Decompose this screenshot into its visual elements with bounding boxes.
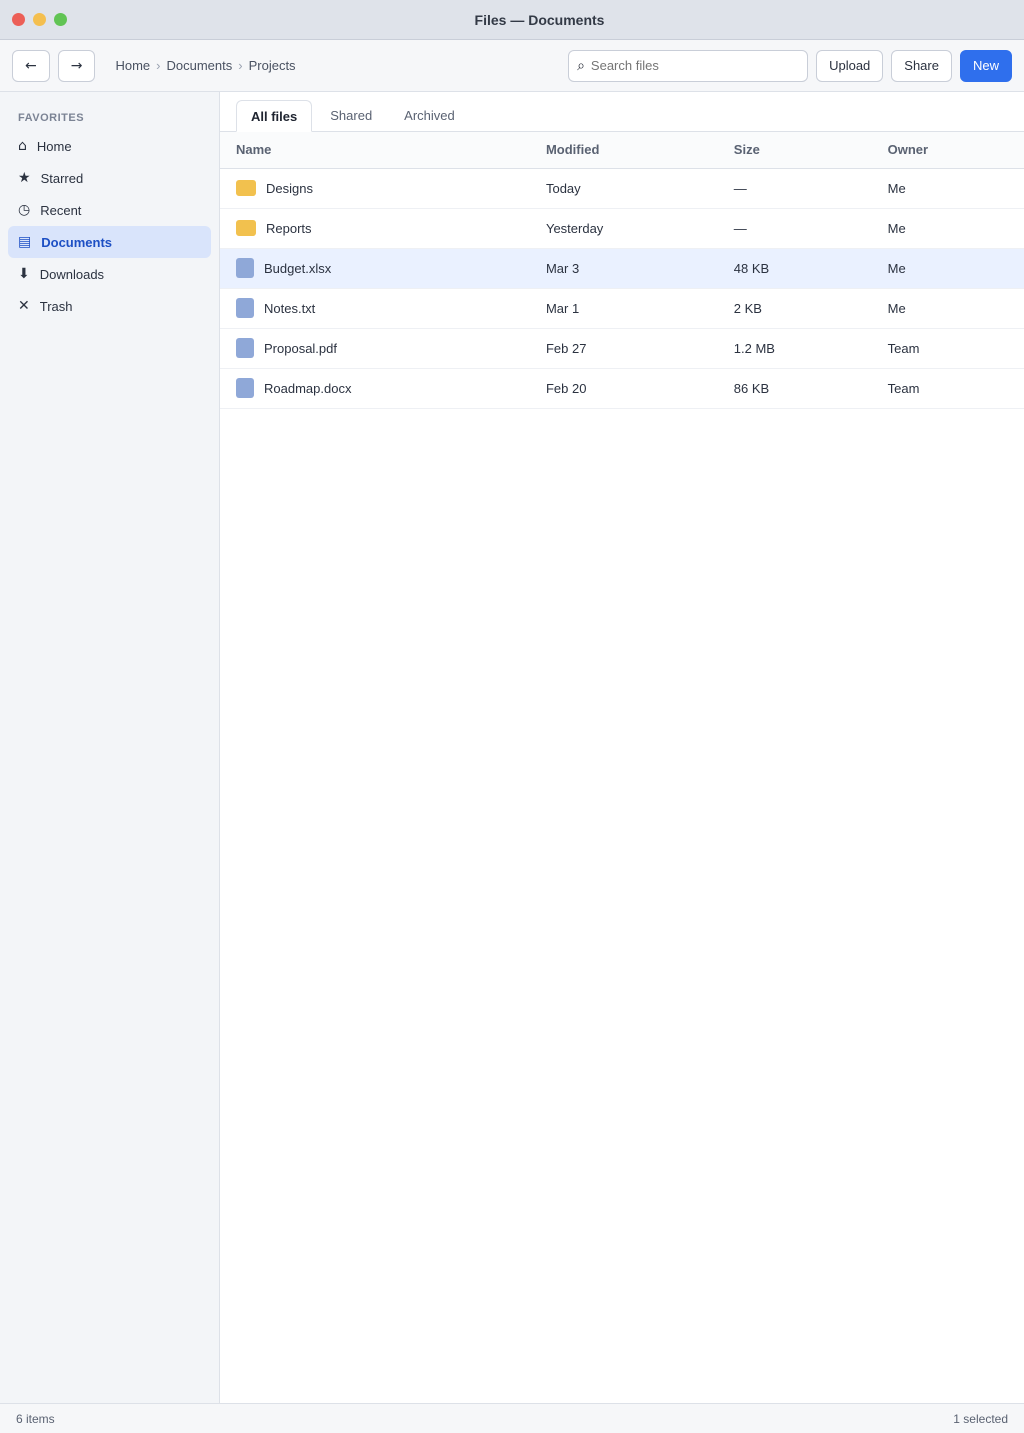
table-cell: Me	[872, 288, 1024, 328]
table-cell	[220, 368, 530, 408]
status-item-count: 6 items	[16, 1411, 55, 1426]
documents-icon: ▤	[18, 234, 32, 250]
file-icon	[236, 378, 254, 398]
starred-icon: ★	[18, 170, 31, 186]
status-bar	[0, 1403, 1024, 1433]
table-cell: Mar 3	[530, 248, 718, 288]
maximize-window-button[interactable]	[54, 13, 67, 26]
home-icon: ⌂	[18, 138, 27, 154]
minimize-window-button[interactable]	[33, 13, 46, 26]
arrow-right-icon: →	[70, 57, 83, 74]
table-header-row	[220, 132, 1024, 168]
search-icon: ⌕	[577, 57, 585, 74]
close-window-button[interactable]	[12, 13, 25, 26]
table-body	[220, 168, 1024, 408]
sidebar-item-label: Home	[36, 138, 72, 154]
title-bar	[0, 0, 1024, 40]
file-name-cell	[236, 338, 514, 358]
column-header-modified[interactable]: Modified	[530, 132, 718, 168]
sidebar-item-recent[interactable]	[8, 194, 211, 226]
sidebar-heading: FAVORITES	[18, 112, 85, 124]
table-cell: —	[718, 208, 872, 248]
file-name: Designs	[266, 180, 313, 196]
tab-shared[interactable]: Shared	[330, 107, 373, 123]
file-name: Budget.xlsx	[264, 260, 332, 276]
table-cell: Me	[872, 208, 1024, 248]
table-cell	[220, 168, 530, 208]
file-name: Notes.txt	[264, 300, 316, 316]
table-cell: Team	[872, 328, 1024, 368]
breadcrumb-item[interactable]: Projects	[248, 58, 296, 73]
table-cell: Today	[530, 168, 718, 208]
sidebar-item-label: Starred	[40, 170, 84, 186]
table-cell: 86 KB	[718, 368, 872, 408]
search-box	[568, 50, 808, 82]
tab-archived[interactable]: Archived	[404, 107, 455, 123]
column-header-owner[interactable]: Owner	[872, 132, 1024, 168]
downloads-icon: ⬇	[18, 266, 30, 282]
sidebar-item-documents[interactable]	[8, 226, 211, 258]
tab-bar	[220, 92, 1024, 132]
table-row[interactable]	[220, 288, 1024, 328]
sidebar-item-label: Downloads	[39, 266, 105, 282]
table-cell: Feb 20	[530, 368, 718, 408]
breadcrumb-separator: ›	[156, 58, 161, 73]
tab-all-files[interactable]: All files	[236, 100, 312, 132]
sidebar-item-home[interactable]	[8, 130, 211, 162]
sidebar-item-downloads[interactable]	[8, 258, 211, 290]
table-cell: Me	[872, 248, 1024, 288]
table-cell: Me	[872, 168, 1024, 208]
folder-icon	[236, 220, 256, 236]
arrow-left-icon: ←	[25, 57, 37, 74]
content-area	[0, 92, 1024, 1403]
file-icon	[236, 298, 254, 318]
table-cell	[220, 208, 530, 248]
upload-button[interactable]: Upload	[816, 50, 883, 82]
table-cell	[220, 248, 530, 288]
file-name: Reports	[266, 220, 312, 236]
file-name-cell	[236, 378, 514, 398]
toolbar	[0, 40, 1024, 92]
window-title: Files — Documents	[474, 11, 605, 28]
file-name: Roadmap.docx	[264, 380, 352, 396]
sidebar-item-starred[interactable]	[8, 162, 211, 194]
sidebar-item-label: Documents	[41, 234, 113, 250]
table-cell	[220, 328, 530, 368]
status-selection: 1 selected	[953, 1411, 1008, 1426]
sidebar-item-label: Trash	[39, 298, 73, 314]
table-row[interactable]	[220, 368, 1024, 408]
table-cell: 48 KB	[718, 248, 872, 288]
file-icon	[236, 258, 254, 278]
file-name: Proposal.pdf	[264, 340, 337, 356]
breadcrumb-item[interactable]: Documents	[166, 58, 233, 73]
table-cell: Feb 27	[530, 328, 718, 368]
table-row[interactable]	[220, 328, 1024, 368]
table-cell: Yesterday	[530, 208, 718, 248]
table-cell: Mar 1	[530, 288, 718, 328]
file-name-cell	[236, 298, 514, 318]
column-header-name[interactable]: Name	[220, 132, 530, 168]
table-cell: Team	[872, 368, 1024, 408]
file-name-cell	[236, 258, 514, 278]
forward-button[interactable]	[58, 50, 96, 82]
table-cell: 1.2 MB	[718, 328, 872, 368]
table-row[interactable]	[220, 208, 1024, 248]
folder-icon	[236, 180, 256, 196]
file-table	[220, 132, 1024, 409]
sidebar-item-trash[interactable]	[8, 290, 211, 322]
sidebar	[0, 92, 220, 1403]
table-cell	[220, 288, 530, 328]
sidebar-item-label: Recent	[40, 202, 82, 218]
sidebar-list	[8, 130, 211, 322]
share-button[interactable]: Share	[891, 50, 952, 82]
file-name-cell	[236, 220, 514, 236]
table-cell: 2 KB	[718, 288, 872, 328]
trash-icon: ✕	[18, 298, 30, 314]
table-cell: —	[718, 168, 872, 208]
back-button[interactable]	[12, 50, 50, 82]
breadcrumb	[103, 58, 560, 73]
file-name-cell	[236, 180, 514, 196]
breadcrumb-separator: ›	[238, 58, 243, 73]
search-input[interactable]	[591, 58, 799, 73]
table-row[interactable]	[220, 168, 1024, 208]
breadcrumb-item[interactable]: Home	[115, 58, 151, 73]
file-icon	[236, 338, 254, 358]
main-panel	[220, 92, 1024, 1403]
new-button[interactable]: New	[960, 50, 1012, 82]
table-row[interactable]	[220, 248, 1024, 288]
window-controls	[12, 13, 67, 26]
column-header-size[interactable]: Size	[718, 132, 872, 168]
recent-icon: ◷	[18, 202, 31, 218]
